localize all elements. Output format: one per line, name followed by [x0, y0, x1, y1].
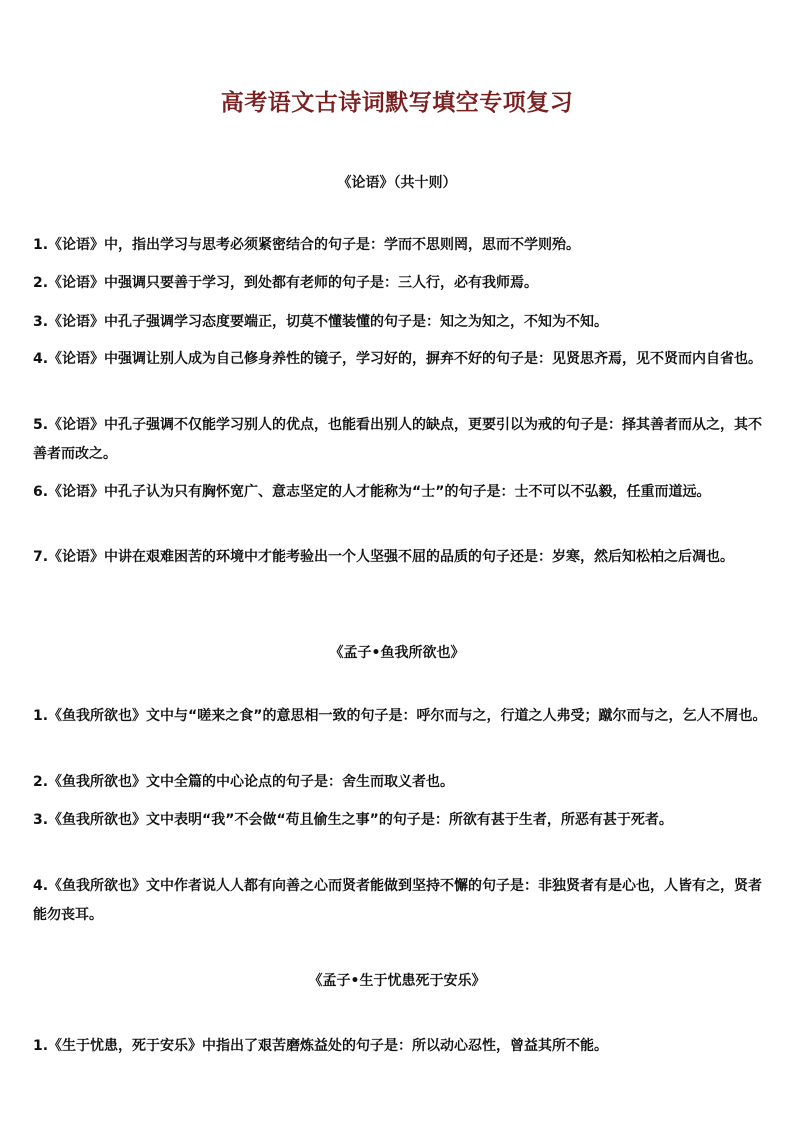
- section-heading-shengyuyouhuan: 《孟子•生于忧患死于安乐》: [308, 973, 486, 989]
- list-item: 2.《鱼我所欲也》文中全篇的中心论点的句子是：舍生而取义者也。: [33, 774, 455, 790]
- section-heading-lunyu: 《论语》（共十则）: [337, 175, 457, 191]
- list-item: 6.《论语》中孔子认为只有胸怀宽广、意志坚定的人才能称为“士”的句子是：士不可以不弘毅，任重而道远。: [33, 484, 711, 500]
- list-item: 3.《鱼我所欲也》文中表明“我”不会做“苟且偷生之事”的句子是：所欲有甚于生者，所恶有甚于死者。: [33, 812, 673, 828]
- list-item: 1.《论语》中，指出学习与思考必须紧密结合的句子是：学而不思则罔，思而不学则殆。: [33, 237, 581, 253]
- list-item: 4.《论语》中强调让别人成为自己修身养性的镜子，学习好的，摒弃不好的句子是：见贤思齐焉，见不贤而内自省也。: [33, 351, 763, 367]
- list-item: 3.《论语》中孔子强调学习态度要端正，切莫不懂装懂的句子是：知之为知之，不知为不知。: [33, 314, 609, 330]
- list-item: 1.《鱼我所欲也》文中与“嗟来之食”的意思相一致的句子是：呼尔而与之，行道之人弗受；蹴尔而与之，乞人不屑也。: [33, 708, 767, 724]
- list-item: 1.《生于忧患，死于安乐》中指出了艰苦磨炼益处的句子是：所以动心忍性，曾益其所不能。: [33, 1038, 609, 1054]
- list-item: 5.《论语》中孔子强调不仅能学习别人的优点，也能看出别人的缺点，更要引以为戒的句子是：择其善者而从之，其不善者而改之。: [33, 417, 763, 462]
- list-item: 2.《论语》中强调只要善于学习，到处都有老师的句子是：三人行，必有我师焉。: [33, 275, 539, 291]
- list-item: 4.《鱼我所欲也》文中作者说人人都有向善之心而贤者能做到坚持不懈的句子是：非独贤者有是心也，人皆有之，贤者能勿丧耳。: [33, 878, 763, 923]
- list-item: 7.《论语》中讲在艰难困苦的环境中才能考验出一个人坚强不屈的品质的句子还是：岁寒，然后知松柏之后凋也。: [33, 549, 735, 565]
- section-heading-yuwosuoyuye: 《孟子•鱼我所欲也》: [329, 645, 465, 661]
- document-title: 高考语文古诗词默写填空专项复习: [220, 90, 574, 116]
